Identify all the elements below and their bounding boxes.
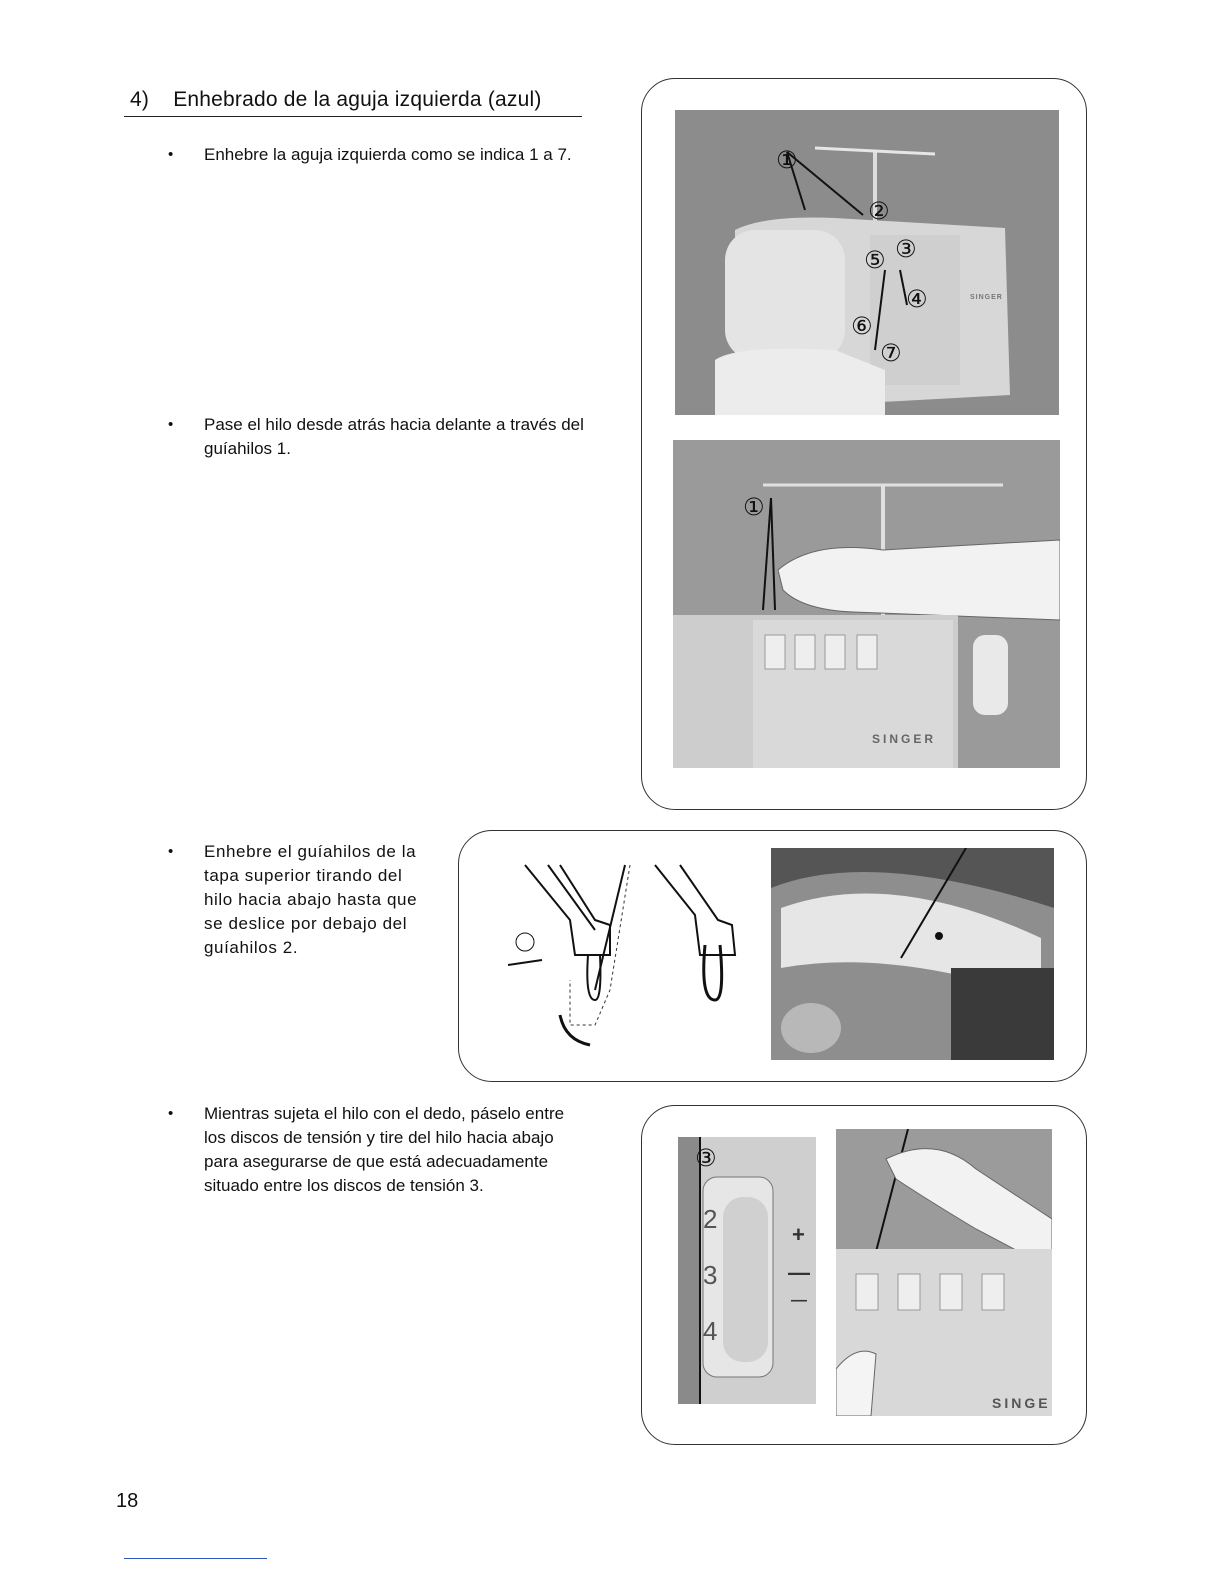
overview-marker-7: ⑦ [880,339,902,367]
instruction-line: hilo hacia abajo hasta que [204,890,418,909]
footer-rule [124,1558,267,1559]
instruction-line: Enhebre el guíahilos de la [204,842,417,861]
bullet-dot: • [168,843,174,860]
overview-marker-6: ⑥ [851,312,873,340]
guide-2-illustration [500,860,750,1055]
instruction-bullet-1 [168,143,618,169]
overview-brand-logo: SINGER [970,294,1003,301]
instruction-bullet-3 [168,840,448,964]
guide1-brand-logo: SINGER [872,732,937,746]
instruction-line: los discos de tensión y tire del hilo hacia abajo [204,1128,554,1147]
instruction-text: Enhebre la aguja izquierda como se indica 1 a 7. [204,145,572,164]
tension-brand-logo: SINGE [992,1395,1051,1411]
instruction-line: Pase el hilo desde atrás hacia delante a través del [204,415,584,434]
overview-marker-4: ④ [906,285,928,313]
tension-marker: ③ [695,1144,717,1172]
instruction-bullet-2 [168,413,618,463]
overview-marker-2: ② [868,197,890,225]
tension-minus-sign: — [791,1292,807,1309]
heading-underline [124,116,582,117]
page-number: 18 [116,1490,139,1512]
bullet-dot: • [168,416,174,433]
bullet-dot: • [168,146,174,163]
instruction-bullet-4 [168,1102,618,1202]
instruction-text [204,1102,564,1198]
thread-guide-1-photo [673,440,1060,768]
instruction-line: para asegurarse de que está adecuadamente [204,1152,549,1171]
instruction-line: tapa superior tirando del [204,866,403,885]
bullet-dot: • [168,1105,174,1122]
instruction-line: guíahilos 1. [204,439,291,458]
instruction-line: guíahilos 2. [204,938,299,957]
instruction-text [204,413,584,461]
tension-minus-sign: — [788,1260,810,1285]
tension-threading-photo [836,1129,1052,1416]
instruction-line: situado entre los discos de tensión 3. [204,1176,484,1195]
instruction-line: se deslice por debajo del [204,914,408,933]
upper-cover-guide-photo [771,848,1054,1060]
tension-dial-number-4: 4 [703,1316,718,1346]
tension-dial-number-3: 3 [703,1260,718,1290]
guide1-marker: ① [743,493,765,521]
section-heading: 4) Enhebrado de la aguja izquierda (azul) [130,88,542,111]
instruction-line: Mientras sujeta el hilo con el dedo, páselo entre [204,1104,565,1123]
overview-marker-3: ③ [895,235,917,263]
overview-marker-1: ① [776,146,798,174]
overview-marker-5: ⑤ [864,246,886,274]
instruction-text [204,840,432,960]
tension-plus-sign: + [792,1222,805,1247]
tension-dial-number-2: 2 [703,1204,718,1234]
